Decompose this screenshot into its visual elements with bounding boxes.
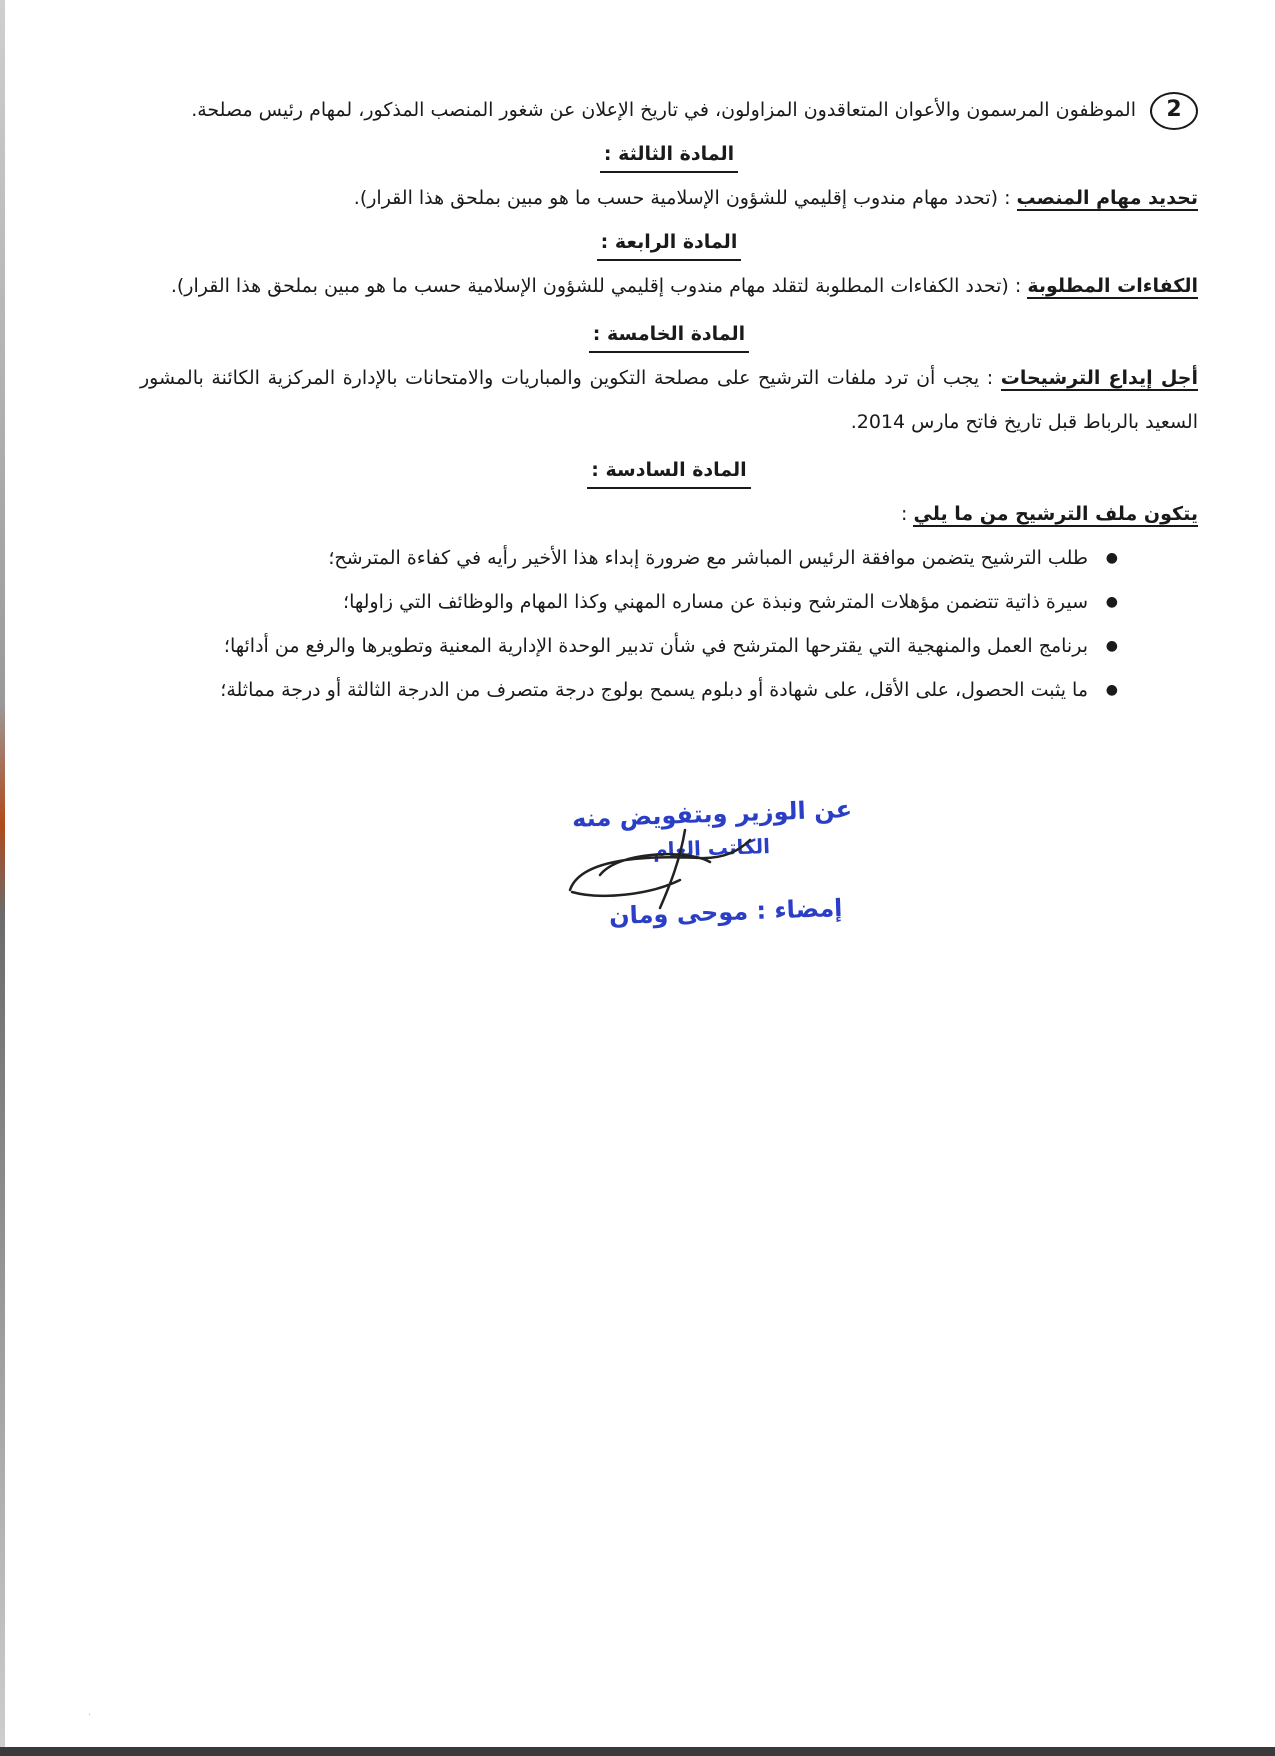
list-item: ● سيرة ذاتية تتضمن مؤهلات المترشح ونبذة عن مساره المهني وكذا المهام والوظائف التي زاولها؛ <box>140 580 1118 624</box>
candidacy-file-list <box>140 536 1198 712</box>
stamp-line-1: عن الوزير وبتفويض منه <box>571 795 853 833</box>
document-body <box>140 88 1198 712</box>
article-4-heading: المادة الرابعة : <box>597 225 742 261</box>
article-6-intro <box>140 492 1198 536</box>
list-item: ● طلب الترشيح يتضمن موافقة الرئيس المباشر مع ضرورة إبداء هذا الأخير رأيه في كفاءة المترشح؛ <box>140 536 1118 580</box>
list-item: ● ما يثبت الحصول، على الأقل، على شهادة أو دبلوم يسمح بولوج درجة متصرف من الدرجة الثالثة أو درجة مماثلة؛ <box>140 668 1118 712</box>
article-6-label-suffix: : <box>901 503 914 525</box>
article-3-heading-row <box>140 132 1198 176</box>
list-item: ● برنامج العمل والمنهجية التي يقترحها المترشح في شأن تدبير الوحدة الإدارية المعنية وتطويرها والرفع من أدائها؛ <box>140 624 1118 668</box>
article-5-paragraph <box>140 356 1198 444</box>
handwritten-signature <box>560 820 760 910</box>
signature-stamp <box>520 795 880 940</box>
item-number-circle: 2 <box>1150 92 1198 130</box>
article-6-heading: المادة السادسة : <box>587 453 750 489</box>
scan-bottom-edge <box>0 1747 1275 1756</box>
item-2-text: الموظفون المرسمون والأعوان المتعاقدون المزاولون، في تاريخ الإعلان عن شغور المنصب المذكور، لمهام رئيس مصلحة. <box>191 99 1136 121</box>
article-3-paragraph <box>140 176 1198 220</box>
article-5-heading: المادة الخامسة : <box>589 317 749 353</box>
article-5-text: : يجب أن ترد ملفات الترشيح على مصلحة التكوين والمباريات والامتحانات بالإدارة المركزية الكائنة بالمشور السعيد بالرباط قبل تاريخ فاتح مارس 2014. <box>140 367 1198 433</box>
article-4-heading-row <box>140 220 1198 264</box>
scan-left-edge <box>0 0 5 1756</box>
article-3-heading: المادة الثالثة : <box>600 137 738 173</box>
article-4-paragraph <box>140 264 1198 308</box>
article-5-label: أجل إيداع الترشيحات <box>1000 367 1199 389</box>
article-3-text: : (تحدد مهام مندوب إقليمي للشؤون الإسلامية حسب ما هو مبين بملحق هذا القرار). <box>353 187 1017 209</box>
article-5-heading-row <box>140 312 1198 356</box>
article-4-label: الكفاءات المطلوبة <box>1027 275 1198 297</box>
stamp-line-3: إمضاء : موحى ومان <box>608 893 843 931</box>
article-6-heading-row <box>140 448 1198 492</box>
article-4-text: : (تحدد الكفاءات المطلوبة لتقلد مهام مندوب إقليمي للشؤون الإسلامية حسب ما هو مبين بملحق هذا القرار). <box>170 275 1028 297</box>
scan-artifact: · <box>88 1710 92 1721</box>
stamp-line-2: الكاتب العام <box>652 833 771 863</box>
article-3-label: تحديد مهام المنصب <box>1016 187 1198 209</box>
item-2 <box>140 88 1198 132</box>
article-6-label: يتكون ملف الترشيح من ما يلي <box>913 503 1198 525</box>
